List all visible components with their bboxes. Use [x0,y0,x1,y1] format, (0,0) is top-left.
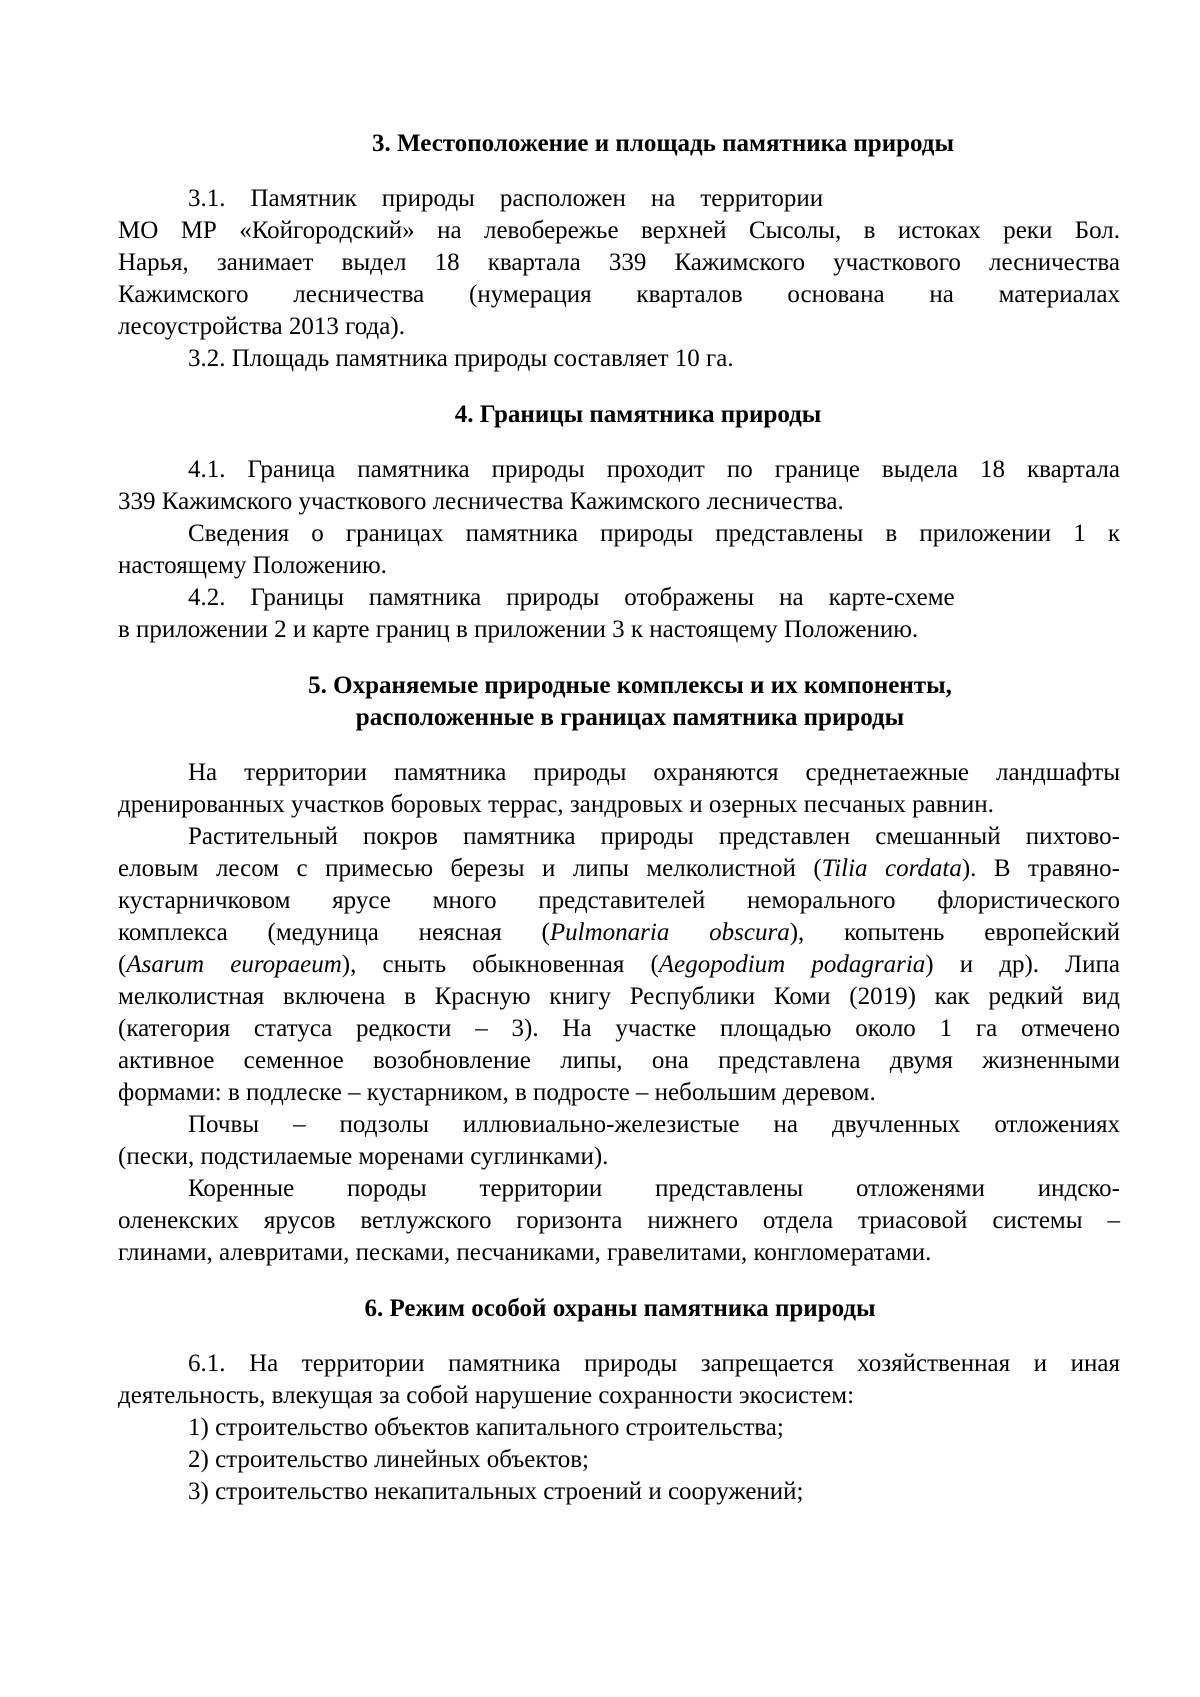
section-4-paragraph-3 [118,582,1120,646]
text-run: ( [118,951,127,978]
latin-species-name: Aegopodium podagraria [658,951,926,978]
text-line: МО МР «Койгородский» на левобережье верхней Сысолы, в истоках реки Бол. [118,217,1120,244]
section-3-paragraph-1 [118,183,1120,343]
document-body [118,128,1120,1508]
text-line: Кажимского лесничества (нумерация кварталов основана на материалах [118,281,1120,308]
text-line: Сведения о границах памятника природы представлены в приложении 1 к [188,520,1120,547]
section-5-paragraph-2 [118,821,1120,1109]
section-5-heading-line-2: расположенные в границах памятника природы [355,704,905,731]
text-line: активное семенное возобновление липы, она представлена двумя жизненными [118,1047,1120,1074]
latin-species-name: Tilia cordata [821,855,962,882]
text-line [118,917,1120,949]
text-line [118,853,1120,885]
text-line: дренированных участков боровых террас, зандровых и озерных песчаных равнин. [118,791,994,818]
text-line: мелколистная включена в Красную книгу Республики Коми (2019) как редкий вид [118,983,1120,1010]
text-line: кустарничковом ярусе много представителей неморального флористического [118,887,1120,914]
text-line: Растительный покров памятника природы представлен смешанный пихтово- [188,823,1120,850]
text-run: еловым лесом с примесью березы и липы мелколистной ( [118,855,822,882]
prohibition-list-item: 2) строительство линейных объектов; [188,1446,590,1473]
section-5-paragraph-1 [118,757,1120,821]
text-line: 4.1. Граница памятника природы проходит по границе выдела 18 квартала [188,456,1120,483]
prohibition-list-item: 1) строительство объектов капитального строительства; [188,1414,784,1441]
section-6-paragraph-1 [118,1348,1120,1412]
text-line: 6.1. На территории памятника природы запрещается хозяйственная и иная [188,1350,1120,1377]
text-line: 3.1. Памятник природы расположен на территории [188,185,824,212]
text-line: (пески, подстилаемые моренами суглинками). [118,1143,609,1170]
text-run: ), сныть обыкновенная ( [341,951,659,978]
text-line: На территории памятника природы охраняются среднетаежные ландшафты [188,759,1120,786]
text-line: в приложении 2 и карте границ в приложении 3 к настоящему Положению. [118,616,919,643]
latin-species-name: Asarum europaeum [126,951,342,978]
section-6-heading: 6. Режим особой охраны памятника природы [364,1295,876,1322]
section-5-heading-line-1: 5. Охраняемые природные комплексы и их компоненты, [308,672,952,699]
text-line: Нарья, занимает выдел 18 квартала 339 Кажимского участкового лесничества [118,249,1120,276]
text-run: ). В травяно- [961,855,1120,882]
text-line: Коренные породы территории представлены отложенями индско- [188,1175,1120,1202]
section-3-heading: 3. Местоположение и площадь памятника природы [372,130,954,157]
section-4-paragraph-1 [118,454,1120,518]
text-line: 4.2. Границы памятника природы отображены на карте-схеме [188,584,955,611]
section-5-paragraph-3 [118,1109,1120,1173]
text-run: комплекса (медуница неясная ( [118,919,550,946]
text-line [118,949,1120,981]
text-line: формами: в подлеске – кустарником, в подросте – небольшим деревом. [118,1079,876,1106]
text-line: деятельность, влекущая за собой нарушение сохранности экосистем: [118,1382,855,1409]
text-line: Почвы – подзолы иллювиально-железистые на двучленных отложениях [188,1111,1120,1138]
section-4-paragraph-2 [118,518,1120,582]
text-line: глинами, алевритами, песками, песчаниками, гравелитами, конгломератами. [118,1239,932,1266]
section-3-paragraph-2: 3.2. Площадь памятника природы составляет 10 га. [188,345,734,372]
text-line: (категория статуса редкости – 3). На участке площадью около 1 га отмечено [118,1015,1120,1042]
text-line: лесоустройства 2013 года). [118,313,405,340]
section-4-heading: 4. Границы памятника природы [454,401,822,428]
text-run: ), копытень европейский [789,919,1120,946]
latin-species-name: Pulmonaria obscura [549,919,790,946]
prohibition-list-item: 3) строительство некапитальных строений и сооружений; [188,1478,804,1505]
text-line: 339 Кажимского участкового лесничества Кажимского лесничества. [118,488,844,515]
text-line: оленекских ярусов ветлужского горизонта нижнего отдела триасовой системы – [118,1207,1120,1234]
section-5-paragraph-4 [118,1173,1120,1269]
text-run: ) и др). Липа [925,951,1120,978]
section-5-heading [118,670,1120,734]
text-line: настоящему Положению. [118,552,387,579]
